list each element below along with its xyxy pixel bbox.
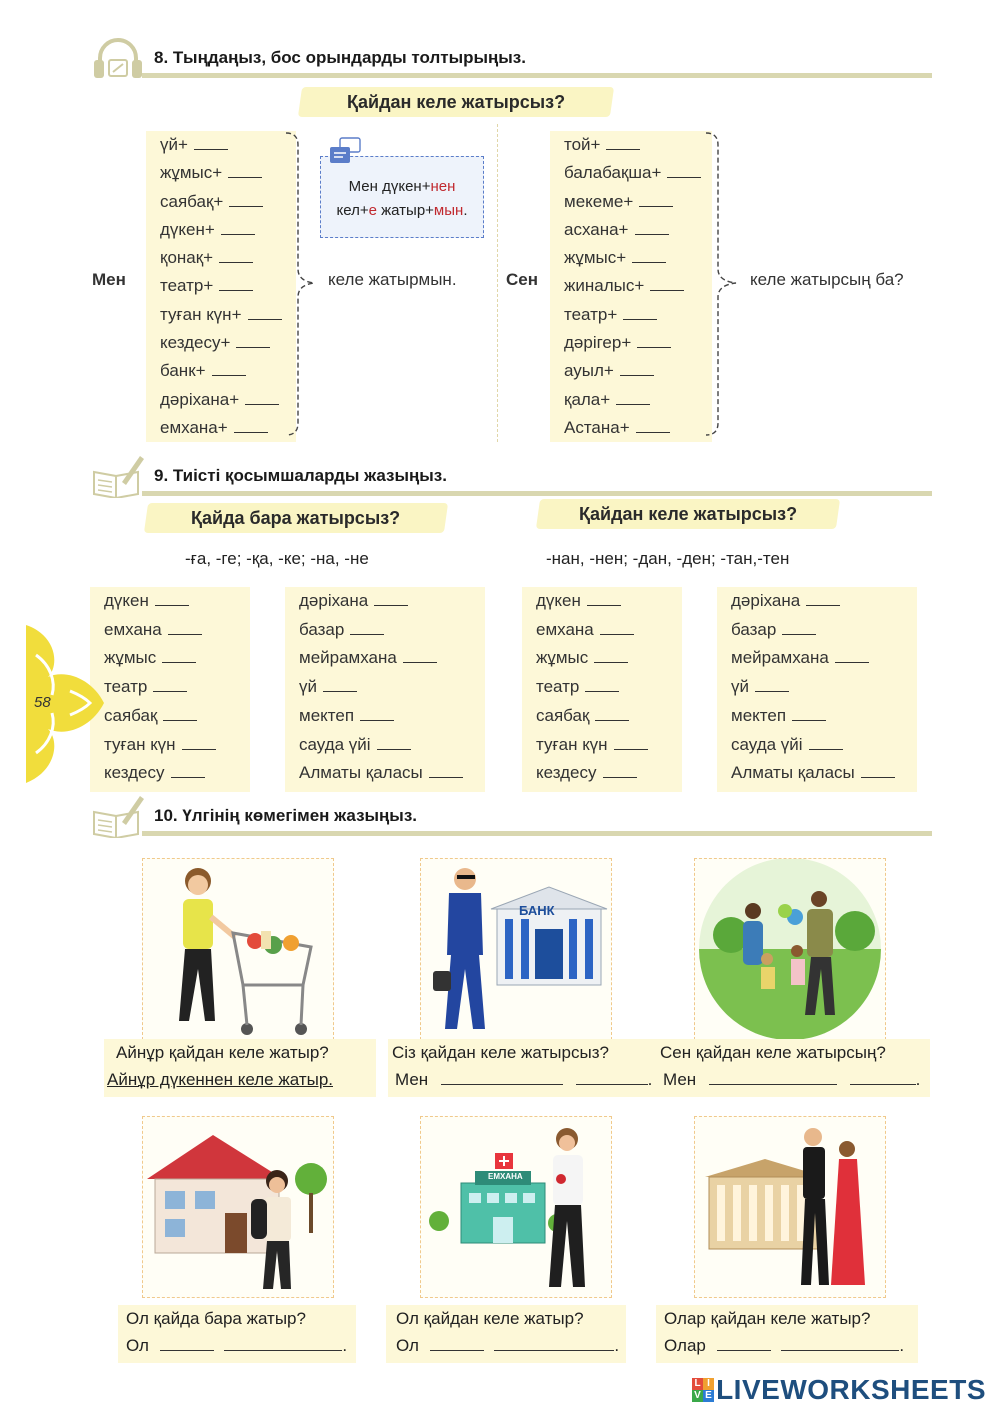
word-item bbox=[146, 414, 296, 442]
word-item bbox=[522, 587, 682, 616]
word-item bbox=[522, 759, 682, 788]
word-item bbox=[550, 244, 712, 272]
word-item bbox=[522, 673, 682, 702]
sen-ending: келе жатырсың ба? bbox=[750, 270, 904, 289]
word-text: ауыл+ bbox=[564, 361, 614, 381]
answer-blank[interactable] bbox=[350, 622, 384, 635]
answer-blank[interactable] bbox=[429, 765, 463, 778]
word-item bbox=[146, 272, 296, 300]
example-box bbox=[320, 156, 484, 238]
question-pill bbox=[298, 87, 614, 117]
shopping-woman-illustration bbox=[143, 859, 333, 1039]
word-item bbox=[522, 731, 682, 760]
header-rule bbox=[142, 491, 932, 496]
sen-brace bbox=[702, 131, 750, 437]
word-item bbox=[90, 616, 250, 645]
example-stem: Мен дүкен+ bbox=[348, 178, 431, 195]
answer-blank[interactable] bbox=[377, 737, 411, 750]
word-item bbox=[717, 587, 917, 616]
word-text: театр bbox=[104, 677, 148, 697]
word-item bbox=[522, 702, 682, 731]
word-item bbox=[550, 386, 712, 414]
word-text: саябақ+ bbox=[160, 191, 224, 211]
word-text: жұмыс+ bbox=[160, 163, 223, 183]
answer-blank[interactable] bbox=[623, 307, 657, 320]
brand-badge-letter: I bbox=[703, 1378, 714, 1390]
men-ending: келе жатырмын. bbox=[328, 270, 457, 289]
word-column-from-b bbox=[717, 587, 917, 792]
answer-blank[interactable] bbox=[248, 307, 282, 320]
qa-card-2: Сіз қайдан келе жатырсыз? Мен . bbox=[388, 1039, 654, 1097]
answer-blank[interactable] bbox=[861, 765, 895, 778]
word-text: мейрамхана bbox=[731, 648, 829, 668]
suffix-list-from: -нан, -нен; -дан, -ден; -тан,-тен bbox=[546, 549, 790, 568]
word-item bbox=[717, 702, 917, 731]
answer-lead: Ол bbox=[126, 1336, 149, 1355]
word-item bbox=[146, 131, 296, 159]
question-text: Ол қайда бара жатыр? bbox=[126, 1309, 306, 1328]
word-item bbox=[522, 616, 682, 645]
brand-badge-letter: E bbox=[703, 1390, 714, 1402]
word-text: жиналыс+ bbox=[564, 276, 645, 296]
brand-badge-letter: L bbox=[692, 1378, 703, 1390]
answer-blank[interactable] bbox=[806, 593, 840, 606]
exercise-8-header bbox=[92, 34, 932, 80]
word-text: сауда үйі bbox=[299, 734, 371, 754]
column-divider bbox=[497, 124, 498, 442]
word-text: театр+ bbox=[160, 276, 214, 296]
word-text: Алматы қаласы bbox=[299, 763, 423, 783]
word-item bbox=[550, 301, 712, 329]
answer-blank[interactable] bbox=[600, 622, 634, 635]
answer-blank[interactable] bbox=[809, 737, 843, 750]
word-text: туған күн bbox=[104, 734, 176, 754]
theatre-couple-illustration bbox=[695, 1117, 885, 1297]
qa-card-1 bbox=[104, 1039, 376, 1097]
word-text: емхана+ bbox=[160, 417, 228, 437]
answer-blank[interactable] bbox=[576, 1072, 648, 1085]
picture-shopping-woman bbox=[142, 858, 334, 1040]
sen-label: Сен bbox=[506, 270, 538, 289]
word-item bbox=[146, 386, 296, 414]
word-item bbox=[717, 673, 917, 702]
answer-blank[interactable] bbox=[594, 650, 628, 663]
word-item bbox=[717, 616, 917, 645]
page-number: 58 bbox=[34, 694, 51, 711]
word-item bbox=[90, 702, 250, 731]
question-text: Сен қайдан келе жатырсың? bbox=[660, 1043, 886, 1062]
answer-lead: Мен bbox=[663, 1070, 697, 1089]
word-text: кездесу bbox=[104, 763, 165, 783]
word-item bbox=[146, 188, 296, 216]
word-item bbox=[146, 216, 296, 244]
brand-badge-letter: V bbox=[692, 1390, 703, 1402]
word-text: театр+ bbox=[564, 304, 618, 324]
word-text: мекеме+ bbox=[564, 191, 634, 211]
word-text: емхана bbox=[536, 619, 594, 639]
word-item bbox=[90, 759, 250, 788]
answer-blank[interactable] bbox=[614, 737, 648, 750]
answer-lead: Ол bbox=[396, 1336, 419, 1355]
word-text: Астана+ bbox=[564, 417, 630, 437]
question-text: Олар қайдан келе жатыр? bbox=[664, 1309, 871, 1328]
word-item bbox=[550, 272, 712, 300]
answer-blank[interactable] bbox=[163, 708, 197, 721]
answer-blank[interactable] bbox=[224, 1338, 342, 1351]
clinic-sign: ЕМХАНА bbox=[488, 1172, 523, 1181]
word-item bbox=[285, 616, 485, 645]
word-text: театр bbox=[536, 677, 580, 697]
word-item bbox=[717, 759, 917, 788]
word-text: дәрігер+ bbox=[564, 333, 632, 353]
exercise-9-header bbox=[92, 452, 932, 498]
answer-blank[interactable] bbox=[171, 765, 205, 778]
answer-blank[interactable] bbox=[755, 679, 789, 692]
answer-blank[interactable] bbox=[236, 335, 270, 348]
answer-blank[interactable] bbox=[709, 1072, 837, 1085]
word-text: мейрамхана bbox=[299, 648, 397, 668]
exercise-10-title: 10. Үлгінің көмегімен жазыңыз. bbox=[154, 806, 417, 825]
word-text: емхана bbox=[104, 619, 162, 639]
answer-blank[interactable] bbox=[430, 1338, 484, 1351]
question-text: Қайдан келе жатырсыз? bbox=[346, 92, 566, 112]
answer-blank[interactable] bbox=[374, 593, 408, 606]
word-item bbox=[146, 301, 296, 329]
word-text: дүкен+ bbox=[160, 219, 215, 239]
word-item bbox=[285, 759, 485, 788]
word-item bbox=[285, 673, 485, 702]
men-label: Мен bbox=[92, 270, 126, 289]
qa-card-6: Олар қайдан келе жатыр? Олар . bbox=[656, 1305, 918, 1363]
word-item bbox=[146, 244, 296, 272]
answer-blank[interactable] bbox=[587, 593, 621, 606]
word-item bbox=[717, 644, 917, 673]
exercise-8-title: 8. Тыңдаңыз, бос орындарды толтырыңыз. bbox=[154, 48, 526, 67]
book-pencil-icon bbox=[92, 452, 144, 498]
family-park-illustration bbox=[695, 859, 885, 1039]
answer-blank[interactable] bbox=[616, 392, 650, 405]
men-word-column bbox=[146, 131, 296, 442]
answer-blank[interactable] bbox=[632, 250, 666, 263]
question-text: Ол қайдан келе жатыр? bbox=[396, 1309, 584, 1328]
bank-sign: БАНК bbox=[519, 903, 555, 918]
word-item bbox=[550, 188, 712, 216]
where-from-text: Қайдан келе жатырсыз? bbox=[578, 504, 798, 524]
answer-blank[interactable] bbox=[219, 278, 253, 291]
answer-blank[interactable] bbox=[637, 335, 671, 348]
word-text: банк+ bbox=[160, 361, 206, 381]
answer-blank[interactable] bbox=[835, 650, 869, 663]
example-line-1 bbox=[321, 175, 483, 199]
question-text: Айнұр қайдан келе жатыр? bbox=[116, 1043, 329, 1062]
exercise-10-header bbox=[92, 792, 932, 838]
word-text: дүкен bbox=[536, 591, 581, 610]
word-item bbox=[146, 329, 296, 357]
example-stem: жатыр+ bbox=[376, 202, 434, 219]
answer-blank[interactable] bbox=[620, 363, 654, 376]
word-item bbox=[146, 357, 296, 385]
qa-card-4: Ол қайда бара жатыр? Ол . bbox=[118, 1305, 356, 1363]
word-text: үй bbox=[299, 677, 317, 697]
answer-blank[interactable] bbox=[717, 1338, 771, 1351]
word-text: сауда үйі bbox=[731, 734, 803, 754]
example-stem: кел+ bbox=[336, 202, 369, 219]
model-answer: Айнұр дүкеннен келе жатыр. bbox=[107, 1070, 333, 1089]
word-text: асхана+ bbox=[564, 219, 629, 239]
word-item bbox=[90, 644, 250, 673]
answer-blank[interactable] bbox=[403, 650, 437, 663]
question-text: Сіз қайдан келе жатырсыз? bbox=[392, 1043, 609, 1062]
word-item bbox=[285, 587, 485, 616]
answer-blank[interactable] bbox=[781, 1338, 899, 1351]
answer-blank[interactable] bbox=[155, 593, 189, 606]
word-item bbox=[285, 731, 485, 760]
answer-blank[interactable] bbox=[162, 650, 196, 663]
answer-blank[interactable] bbox=[323, 679, 357, 692]
answer-blank[interactable] bbox=[585, 679, 619, 692]
word-item bbox=[90, 587, 250, 616]
answer-blank[interactable] bbox=[221, 222, 255, 235]
answer-blank[interactable] bbox=[168, 622, 202, 635]
answer-lead: Мен bbox=[395, 1070, 429, 1089]
word-item bbox=[522, 644, 682, 673]
house-girl-illustration bbox=[143, 1117, 333, 1297]
word-text: жұмыс bbox=[104, 648, 157, 668]
answer-blank[interactable] bbox=[595, 708, 629, 721]
answer-blank[interactable] bbox=[245, 392, 279, 405]
answer-blank[interactable] bbox=[212, 363, 246, 376]
answer-blank[interactable] bbox=[182, 737, 216, 750]
word-item bbox=[550, 414, 712, 442]
answer-blank[interactable] bbox=[792, 708, 826, 721]
answer-blank[interactable] bbox=[160, 1338, 214, 1351]
word-text: базар bbox=[731, 619, 777, 639]
answer-blank[interactable] bbox=[606, 137, 640, 150]
example-suffix: е bbox=[368, 202, 377, 219]
answer-blank[interactable] bbox=[639, 194, 673, 207]
answer-blank[interactable] bbox=[360, 708, 394, 721]
suffix-list-to: -ға, -ге; -қа, -ке; -на, -не bbox=[185, 549, 369, 568]
word-text: кездесу bbox=[536, 763, 597, 783]
word-text: үй bbox=[731, 677, 749, 697]
word-text: туған күн bbox=[536, 734, 608, 754]
word-text: кездесу+ bbox=[160, 333, 231, 353]
word-column-from-a bbox=[522, 587, 682, 792]
word-text: жұмыс bbox=[536, 648, 589, 668]
word-item bbox=[90, 731, 250, 760]
word-text: балабақша+ bbox=[564, 163, 662, 183]
word-item bbox=[146, 159, 296, 187]
where-to-pill bbox=[144, 503, 448, 533]
answer-blank[interactable] bbox=[667, 165, 701, 178]
word-text: жұмыс+ bbox=[564, 248, 627, 268]
where-from-pill bbox=[536, 499, 840, 529]
answer-blank[interactable] bbox=[603, 765, 637, 778]
example-period: . bbox=[463, 202, 468, 219]
word-item bbox=[550, 357, 712, 385]
word-item bbox=[285, 644, 485, 673]
answer-blank[interactable] bbox=[234, 420, 268, 433]
answer-blank[interactable] bbox=[153, 679, 187, 692]
qa-card-5: Ол қайдан келе жатыр? Ол . bbox=[386, 1305, 626, 1363]
answer-blank[interactable] bbox=[494, 1338, 614, 1351]
answer-blank[interactable] bbox=[219, 250, 253, 263]
answer-blank[interactable] bbox=[228, 165, 262, 178]
brand-badge-icon bbox=[692, 1378, 714, 1402]
where-to-text: Қайда бара жатырсыз? bbox=[191, 508, 401, 528]
word-column-to-a bbox=[90, 587, 250, 792]
word-column-to-b bbox=[285, 587, 485, 792]
word-text: дүкен bbox=[104, 591, 149, 610]
word-item bbox=[717, 731, 917, 760]
word-text: мектеп bbox=[731, 705, 787, 725]
word-text: саябақ bbox=[104, 705, 158, 725]
word-text: үй+ bbox=[160, 135, 188, 154]
picture-family-park bbox=[694, 858, 886, 1040]
example-line-2 bbox=[321, 199, 483, 223]
clinic-man-illustration bbox=[421, 1117, 611, 1297]
answer-blank[interactable] bbox=[782, 622, 816, 635]
word-item bbox=[550, 216, 712, 244]
word-item bbox=[285, 702, 485, 731]
example-suffix: нен bbox=[430, 178, 456, 195]
header-rule bbox=[142, 831, 932, 836]
exercise-9-title: 9. Тиісті қосымшаларды жазыңыз. bbox=[154, 466, 447, 485]
book-pencil-icon bbox=[92, 792, 144, 838]
answer-lead: Олар bbox=[664, 1336, 706, 1355]
picture-theatre-couple bbox=[694, 1116, 886, 1298]
answer-blank[interactable] bbox=[850, 1072, 916, 1085]
answer-blank[interactable] bbox=[441, 1072, 563, 1085]
answer-blank[interactable] bbox=[650, 278, 684, 291]
sen-word-column bbox=[550, 131, 712, 442]
picture-clinic-man bbox=[420, 1116, 612, 1298]
headphones-icon bbox=[92, 34, 144, 80]
qa-card-3: Сен қайдан келе жатырсың? Мен . bbox=[654, 1039, 930, 1097]
word-text: дәріхана bbox=[299, 591, 369, 610]
word-text: той+ bbox=[564, 135, 601, 154]
word-text: мектеп bbox=[299, 705, 355, 725]
word-text: қонақ+ bbox=[160, 248, 214, 268]
example-suffix: мын bbox=[433, 202, 464, 219]
header-rule bbox=[142, 73, 932, 78]
word-item bbox=[90, 673, 250, 702]
word-text: қала+ bbox=[564, 389, 611, 409]
word-text: саябақ bbox=[536, 705, 590, 725]
word-text: Алматы қаласы bbox=[731, 763, 855, 783]
word-item bbox=[550, 329, 712, 357]
picture-house-girl bbox=[142, 1116, 334, 1298]
brand-logo: LIVEWORKSHEETS bbox=[716, 1374, 986, 1405]
word-text: базар bbox=[299, 619, 345, 639]
word-text: дәріхана bbox=[731, 591, 801, 610]
chat-icon bbox=[328, 137, 368, 167]
picture-bank-man bbox=[420, 858, 612, 1040]
answer-blank[interactable] bbox=[194, 137, 228, 150]
bank-man-illustration bbox=[421, 859, 611, 1039]
word-item bbox=[550, 131, 712, 159]
word-text: дәріхана+ bbox=[160, 389, 240, 409]
answer-blank[interactable] bbox=[229, 194, 263, 207]
answer-blank[interactable] bbox=[635, 222, 669, 235]
answer-blank[interactable] bbox=[636, 420, 670, 433]
word-text: туған күн+ bbox=[160, 304, 242, 324]
word-item bbox=[550, 159, 712, 187]
